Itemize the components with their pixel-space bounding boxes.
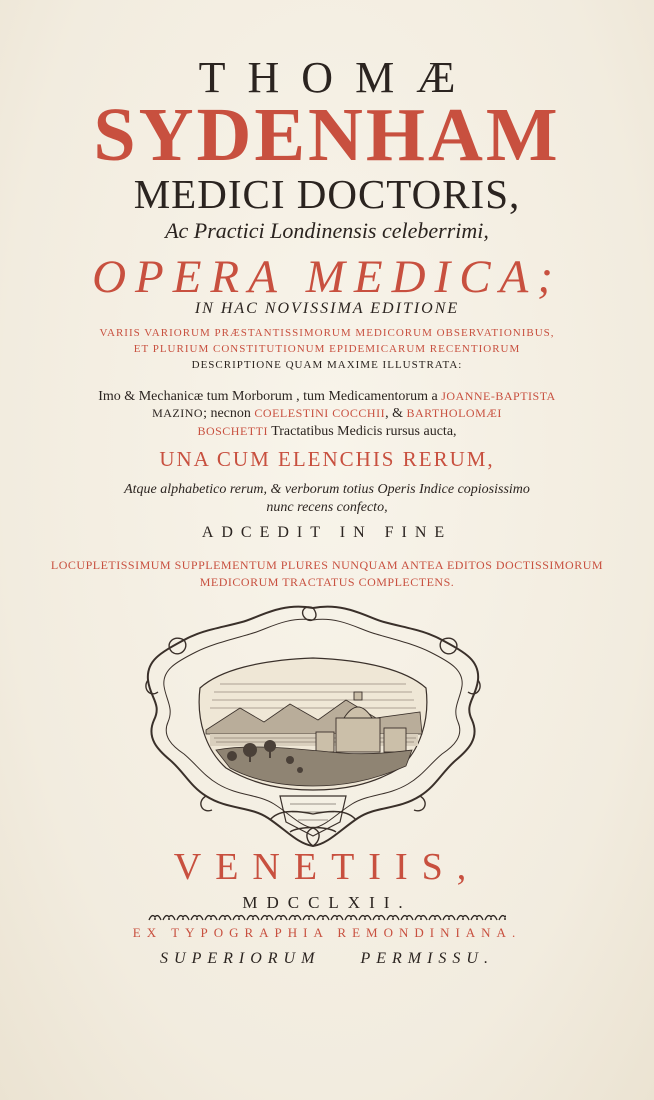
aucta-text: Tractatibus Medicis rursus aucta, xyxy=(271,424,457,439)
permission-word: SUPERIORUM xyxy=(160,950,321,967)
supplement-line-1: LOCUPLETISSIMUM SUPPLEMENTUM PLURES NUNQUAM ANTEA EDITOS DOCTISSIMORUM xyxy=(50,558,604,572)
illustration-line-1: VARIIS VARIORUM PRÆSTANTISSIMORUM MEDICORUM OBSERVATIONIBUS, xyxy=(99,327,555,339)
index-line-1: Atque alphabetico rerum, & verborum totius Operis Indice copiosissimo xyxy=(124,482,530,497)
imprint-place: VENETIIS, xyxy=(173,846,481,888)
index-line-2: nunc recens confecto, xyxy=(266,500,388,515)
person-name: COELESTINI COCCHII xyxy=(254,406,386,420)
imprint-permission xyxy=(0,950,654,968)
aucta-text: ; necnon xyxy=(203,406,251,421)
aucta-text: Imo & Mechanicæ tum Morborum , tum Medicamentorum a xyxy=(98,389,438,404)
engraved-cartouche-landscape-icon xyxy=(140,600,486,850)
imprint-printer: EX TYPOGRAPHIA REMONDINIANA. xyxy=(132,925,522,940)
person-name: BARTHOLOMÆI xyxy=(406,406,502,420)
imprint-year: MDCCLXII. xyxy=(242,893,412,912)
work-title: OPERA MEDICA; xyxy=(92,251,562,303)
author-first-name: THOMÆ xyxy=(198,53,478,102)
aucta-line-2 xyxy=(0,406,654,422)
illustration-line-3: DESCRIPTIONE QUAM MAXIME ILLUSTRATA: xyxy=(191,359,463,371)
permission-word: PERMISSU. xyxy=(360,950,494,967)
author-last-name: SYDENHAM xyxy=(93,93,561,177)
aucta-line-1 xyxy=(0,389,654,405)
aucta-text: , & xyxy=(385,406,403,421)
person-name: MAZINO xyxy=(152,406,204,420)
accedit-line: ADCEDIT IN FINE xyxy=(201,524,453,541)
person-name: BOSCHETTI xyxy=(197,424,268,438)
author-description: Ac Practici Londinensis celeberrimi, xyxy=(165,218,489,243)
edition-line: IN HAC NOVISSIMA EDITIONE xyxy=(194,300,460,317)
elenchis-line: UNA CUM ELENCHIS RERUM, xyxy=(159,447,495,471)
person-name: JOANNE-BAPTISTA xyxy=(441,389,556,403)
printers-ornament-rule-icon xyxy=(148,912,506,922)
illustration-line-2: ET PLURIUM CONSTITUTIONUM EPIDEMICARUM RECENTIORUM xyxy=(133,343,521,355)
supplement-line-2: MEDICORUM TRACTATUS COMPLECTENS. xyxy=(199,575,455,589)
author-title: MEDICI DOCTORIS, xyxy=(133,171,521,217)
aucta-line-3 xyxy=(0,424,654,440)
